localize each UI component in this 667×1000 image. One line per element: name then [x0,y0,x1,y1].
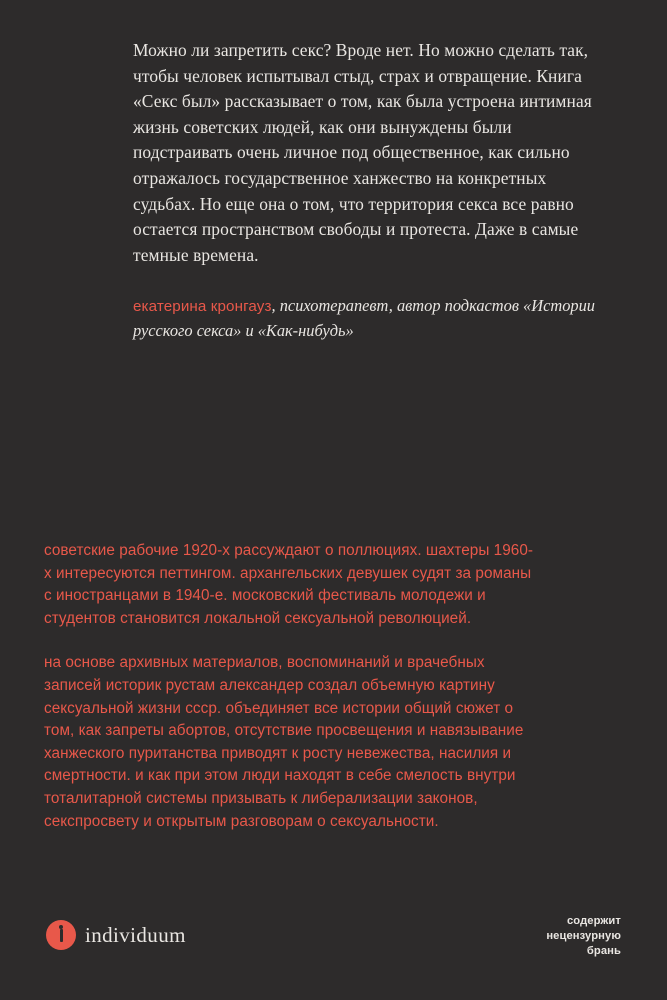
attribution-name: екатерина кронгауз [133,298,272,316]
blurb-attribution [133,294,599,343]
blurb-section [133,38,599,343]
publisher-name: individuum [85,922,186,947]
content-warning-line-3: брань [586,945,621,957]
content-warning-line-2: нецензурную [546,930,621,942]
blurb-paragraph: Можно ли запретить секс? Вроде нет. Но можно сделать так, чтобы человек испытывал стыд, страх и отвращение. Книга «Секс был» рассказывает о том, как была устроена интимная жизнь советских людей, как они вынуждены были подстраивать очень личное под общественное, как сильно отражалось государственное ханжество на конкретных судьбах. Но еще она о том, что территория секса все равно остается пространством свободы и протеста. Даже в самые темные времена. [133,40,592,265]
description-section [44,540,538,833]
publisher-logo [46,920,186,950]
content-warning-line-1: содержит [566,915,621,927]
attribution-role: , психотерапевт, автор подкастов «Истории русского секса» и «Как-нибудь» [133,296,595,341]
individuum-circle-icon [46,920,76,950]
content-warning [471,914,621,959]
description-paragraph-2: на основе архивных материалов, воспоминаний и врачебных записей историк рустам александер создал объемную картину сексуальной жизни ссср. объединяет все истории общий сюжет о том, как запреты абортов, отсутствие просвещения и навязывание ханжеского пуританства приводят к росту невежества, насилия и смертности. и как при этом люди находят в себе смелость внутри тоталитарной системы призывать к либерализации законов, секспросвету и открытым разговорам о сексуальности. [44,654,524,830]
description-paragraph-1: советские рабочие 1920-х рассуждают о поллюциях. шахтеры 1960-х интересуются петтингом. архангельских девушек судят за романы с иностранцами в 1940-е. московский фестиваль молодежи и студентов становится локальной сексуальной революцией. [44,542,534,627]
